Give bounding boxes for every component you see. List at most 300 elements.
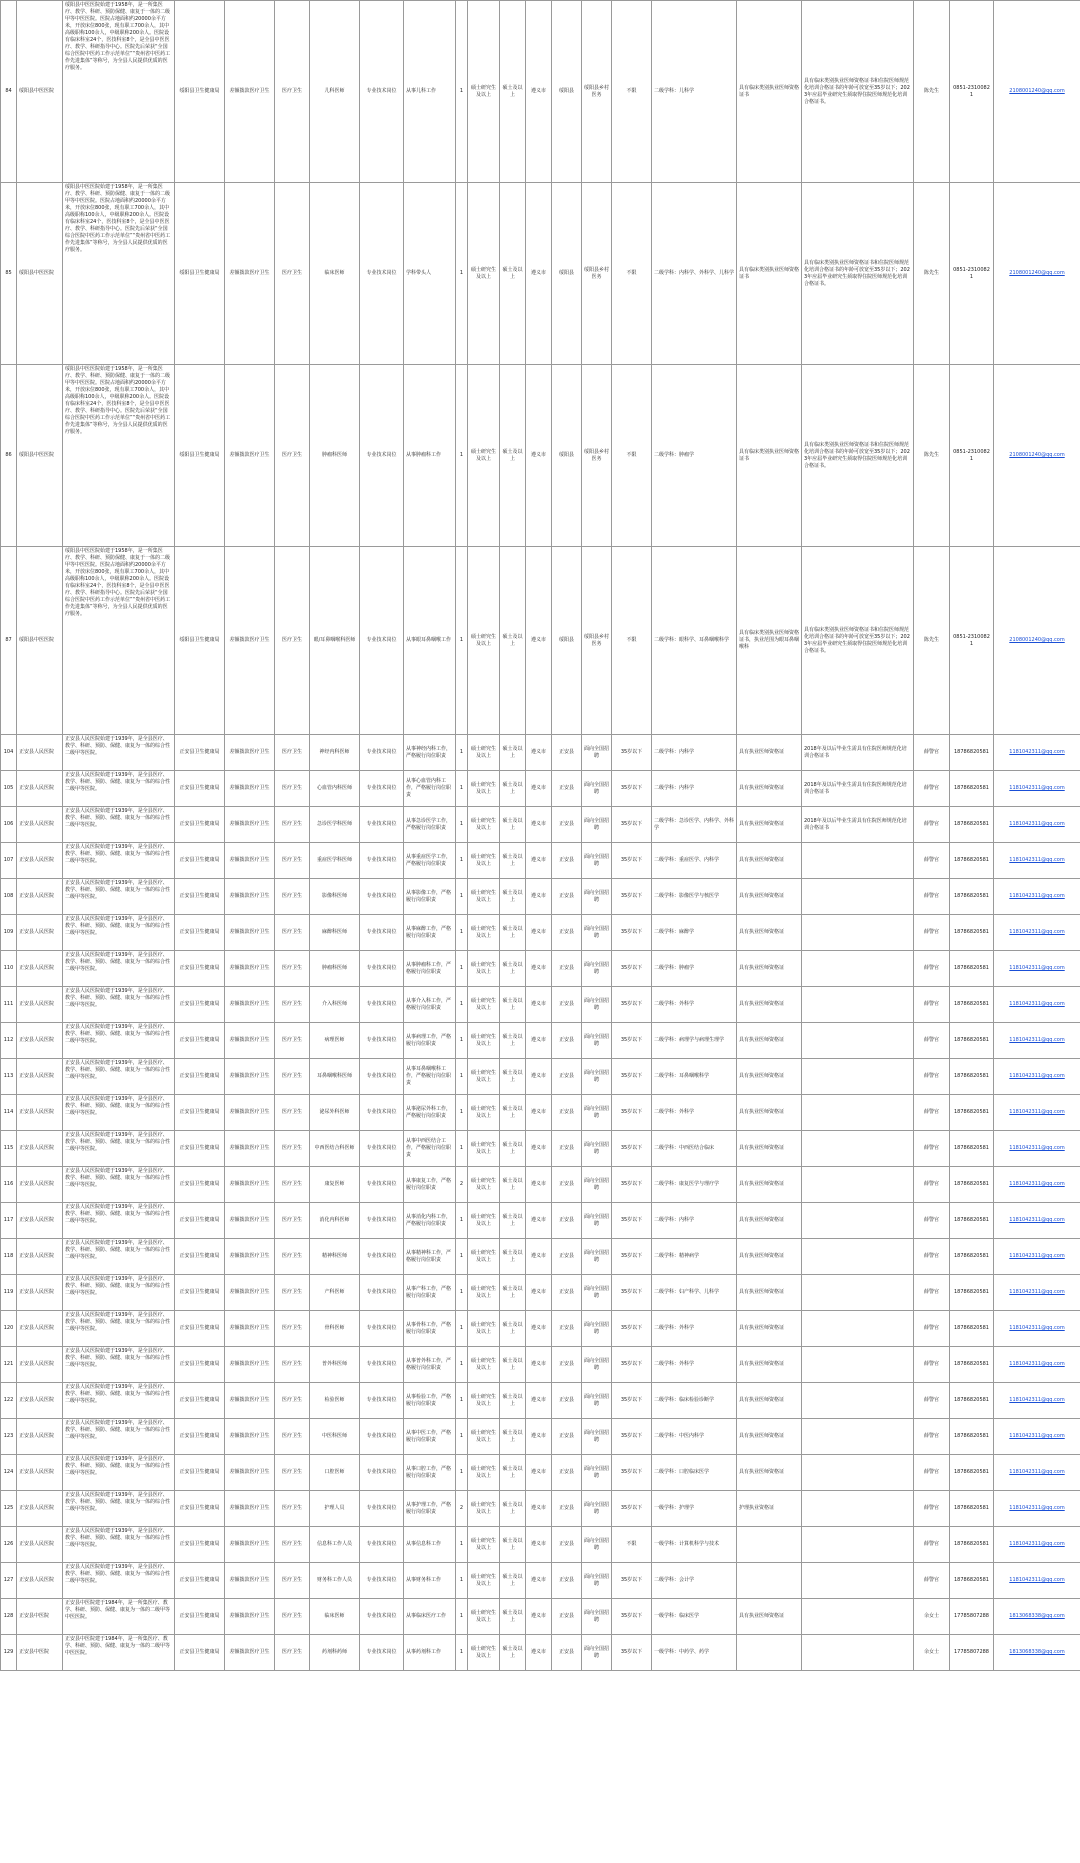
post-type-cell: 专业技术岗位 — [360, 1347, 404, 1383]
major-cell: 二级学科：内科学 — [652, 771, 737, 807]
age-cell: 35岁以下 — [612, 915, 652, 951]
target-cell: 面向全国招聘 — [582, 771, 612, 807]
num-cell: 1 — [456, 807, 468, 843]
email-link[interactable]: 1181042311@qq.com — [1009, 1217, 1065, 1223]
intro-cell: 正安县中医院建于1984年，是一所集医疗、教学、科研、预防、保健、康复为一体的二级甲等中医医院。 — [63, 1635, 175, 1671]
dept-cell: 正安县卫生健康局 — [175, 1203, 225, 1239]
dept-cell: 绥阳县卫生健康局 — [175, 1, 225, 183]
unit-cell: 正安县人民医院 — [17, 1095, 63, 1131]
post-cell: 临床医师 — [310, 1599, 360, 1635]
post-type-cell: 专业技术岗位 — [360, 183, 404, 365]
unit-type-cell: 差额拨款医疗卫生 — [225, 1383, 275, 1419]
edu-cell: 硕士研究生及以上 — [468, 1167, 500, 1203]
email-link[interactable]: 2108001240@qq.com — [1009, 270, 1065, 276]
email-link[interactable]: 1181042311@qq.com — [1009, 1433, 1065, 1439]
other-cell: 具有执业医师资格证 — [737, 879, 802, 915]
category-cell: 医疗卫生 — [275, 1419, 310, 1455]
num-cell: 1 — [456, 1383, 468, 1419]
email-link[interactable]: 1181042311@qq.com — [1009, 785, 1065, 791]
region-cell: 绥阳县 — [552, 547, 582, 735]
category-cell: 医疗卫生 — [275, 843, 310, 879]
scope-cell: 遵义市 — [526, 915, 552, 951]
unit-type-cell: 差额拨款医疗卫生 — [225, 1131, 275, 1167]
unit-cell: 正安县人民医院 — [17, 1275, 63, 1311]
email-link[interactable]: 1181042311@qq.com — [1009, 1325, 1065, 1331]
remark-cell — [802, 1455, 914, 1491]
email-link[interactable]: 1181042311@qq.com — [1009, 821, 1065, 827]
edu-cell: 硕士研究生及以上 — [468, 547, 500, 735]
major-cell: 二级学科：外科学 — [652, 1347, 737, 1383]
post-cell: 产科医师 — [310, 1275, 360, 1311]
category-cell: 医疗卫生 — [275, 1275, 310, 1311]
post-cell: 消化内科医师 — [310, 1203, 360, 1239]
degree-cell: 硕士及以上 — [500, 1275, 526, 1311]
age-cell: 35岁以下 — [612, 1383, 652, 1419]
target-cell: 面向全国招聘 — [582, 1455, 612, 1491]
major-cell: 一级学科：临床医学 — [652, 1599, 737, 1635]
major-cell: 一级学科：护理学 — [652, 1491, 737, 1527]
email-link[interactable]: 1181042311@qq.com — [1009, 857, 1065, 863]
other-cell — [737, 1563, 802, 1599]
scope-cell: 遵义市 — [526, 1023, 552, 1059]
num-cell: 1 — [456, 1563, 468, 1599]
target-cell: 面向全国招聘 — [582, 987, 612, 1023]
intro-cell: 正安县人民医院始建于1939年，是全县医疗、教学、科研、预防、保健、康复为一体的综合性二级甲等医院。 — [63, 1023, 175, 1059]
age-cell: 35岁以下 — [612, 1563, 652, 1599]
table-row — [1, 183, 1080, 365]
edu-cell: 硕士研究生及以上 — [468, 1491, 500, 1527]
age-cell: 35岁以下 — [612, 1239, 652, 1275]
unit-type-cell: 差额拨款医疗卫生 — [225, 1563, 275, 1599]
target-cell: 面向全国招聘 — [582, 879, 612, 915]
unit-cell: 正安县人民医院 — [17, 915, 63, 951]
major-cell: 二级学科：肿瘤学 — [652, 365, 737, 547]
unit-cell: 正安县人民医院 — [17, 1311, 63, 1347]
post-type-cell: 专业技术岗位 — [360, 1167, 404, 1203]
scope-cell: 遵义市 — [526, 365, 552, 547]
degree-cell: 硕士及以上 — [500, 1095, 526, 1131]
num-cell: 1 — [456, 1023, 468, 1059]
seq-cell: 84 — [1, 1, 17, 183]
email-cell — [994, 1311, 1080, 1347]
num-cell: 1 — [456, 1, 468, 183]
intro-cell: 正安县人民医院始建于1939年，是全县医疗、教学、科研、预防、保健、康复为一体的综合性二级甲等医院。 — [63, 951, 175, 987]
seq-cell: 112 — [1, 1023, 17, 1059]
post-cell: 肿瘤科医师 — [310, 365, 360, 547]
age-cell: 不限 — [612, 1, 652, 183]
other-cell: 具有执业医师资格证 — [737, 1311, 802, 1347]
scope-cell: 遵义市 — [526, 1491, 552, 1527]
target-cell: 面向全国招聘 — [582, 1347, 612, 1383]
table-row — [1, 951, 1080, 987]
major-cell: 二级学科：临床检验诊断学 — [652, 1383, 737, 1419]
target-cell: 面向全国招聘 — [582, 1167, 612, 1203]
remark-cell — [802, 1095, 914, 1131]
unit-cell: 正安县人民医院 — [17, 879, 63, 915]
remark-cell — [802, 1635, 914, 1671]
email-cell — [994, 771, 1080, 807]
post-cell: 耳鼻咽喉科医师 — [310, 1059, 360, 1095]
num-cell: 1 — [456, 547, 468, 735]
intro-cell: 正安县人民医院始建于1939年，是全县医疗、教学、科研、预防、保健、康复为一体的综合性二级甲等医院。 — [63, 1059, 175, 1095]
intro-cell: 正安县人民医院始建于1939年，是全县医疗、教学、科研、预防、保健、康复为一体的综合性二级甲等医院。 — [63, 1311, 175, 1347]
unit-cell: 正安县人民医院 — [17, 1131, 63, 1167]
scope-cell: 遵义市 — [526, 807, 552, 843]
scope-cell: 遵义市 — [526, 547, 552, 735]
scope-cell: 遵义市 — [526, 1635, 552, 1671]
age-cell: 35岁以下 — [612, 1095, 652, 1131]
other-cell: 具有执业医师资格证 — [737, 1455, 802, 1491]
degree-cell: 硕士及以上 — [500, 843, 526, 879]
degree-cell: 硕士及以上 — [500, 1563, 526, 1599]
seq-cell: 105 — [1, 771, 17, 807]
seq-cell: 117 — [1, 1203, 17, 1239]
seq-cell: 128 — [1, 1599, 17, 1635]
unit-cell: 正安县人民医院 — [17, 771, 63, 807]
seq-cell: 123 — [1, 1419, 17, 1455]
num-cell: 1 — [456, 1059, 468, 1095]
unit-cell: 正安县人民医院 — [17, 1491, 63, 1527]
desc-cell: 从事消化内科工作，严格履行岗位职责 — [404, 1203, 456, 1239]
intro-cell: 正安县人民医院始建于1939年，是全县医疗、教学、科研、预防、保健、康复为一体的综合性二级甲等医院。 — [63, 1491, 175, 1527]
table-row — [1, 1023, 1080, 1059]
desc-cell: 从事影像工作，严格履行岗位职责 — [404, 879, 456, 915]
desc-cell: 从事儿科工作 — [404, 1, 456, 183]
post-cell: 心血管内科医师 — [310, 771, 360, 807]
email-link[interactable]: 1181042311@qq.com — [1009, 1505, 1065, 1511]
seq-cell: 127 — [1, 1563, 17, 1599]
dept-cell: 正安县卫生健康局 — [175, 987, 225, 1023]
degree-cell: 硕士及以上 — [500, 1599, 526, 1635]
category-cell: 医疗卫生 — [275, 1635, 310, 1671]
age-cell: 不限 — [612, 1527, 652, 1563]
phone-cell: 18786820581 — [950, 1203, 994, 1239]
dept-cell: 绥阳县卫生健康局 — [175, 183, 225, 365]
unit-cell: 正安县人民医院 — [17, 1383, 63, 1419]
scope-cell: 遵义市 — [526, 879, 552, 915]
num-cell: 1 — [456, 1131, 468, 1167]
desc-cell: 学科带头人 — [404, 183, 456, 365]
target-cell: 面向全国招聘 — [582, 1239, 612, 1275]
target-cell: 面向全国招聘 — [582, 1599, 612, 1635]
other-cell — [737, 1635, 802, 1671]
num-cell: 1 — [456, 843, 468, 879]
target-cell: 面向全国招聘 — [582, 1527, 612, 1563]
remark-cell: 2018年及以后毕业生需具有住院医师规范化培训合格证书 — [802, 771, 914, 807]
email-link[interactable]: 1181042311@qq.com — [1009, 1001, 1065, 1007]
region-cell: 正安县 — [552, 1059, 582, 1095]
other-cell: 具有执业医师资格证 — [737, 1167, 802, 1203]
other-cell: 具有临床类别执业医师资格证书 — [737, 183, 802, 365]
remark-cell: 2018年及以后毕业生需具有住院医师规范化培训合格证书 — [802, 807, 914, 843]
edu-cell: 硕士研究生及以上 — [468, 987, 500, 1023]
email-link[interactable]: 1181042311@qq.com — [1009, 1577, 1065, 1583]
table-row — [1, 1347, 1080, 1383]
edu-cell: 硕士研究生及以上 — [468, 771, 500, 807]
num-cell: 1 — [456, 1527, 468, 1563]
category-cell: 医疗卫生 — [275, 547, 310, 735]
intro-cell: 正安县人民医院始建于1939年，是全县医疗、教学、科研、预防、保健、康复为一体的综合性二级甲等医院。 — [63, 1419, 175, 1455]
target-cell: 绥阳县乡村医务 — [582, 365, 612, 547]
dept-cell: 正安县卫生健康局 — [175, 1599, 225, 1635]
email-link[interactable]: 1813068338@qq.com — [1009, 1613, 1065, 1619]
age-cell: 35岁以下 — [612, 1347, 652, 1383]
edu-cell: 硕士研究生及以上 — [468, 1635, 500, 1671]
target-cell: 面向全国招聘 — [582, 1383, 612, 1419]
email-link[interactable]: 1181042311@qq.com — [1009, 1541, 1065, 1547]
email-link[interactable]: 2108001240@qq.com — [1009, 452, 1065, 458]
email-link[interactable]: 2108001240@qq.com — [1009, 88, 1065, 94]
dept-cell: 绥阳县卫生健康局 — [175, 547, 225, 735]
scope-cell: 遵义市 — [526, 1275, 552, 1311]
intro-cell: 正安县人民医院始建于1939年，是全县医疗、教学、科研、预防、保健、康复为一体的综合性二级甲等医院。 — [63, 879, 175, 915]
contact-cell: 薛警官 — [914, 1059, 950, 1095]
age-cell: 35岁以下 — [612, 1059, 652, 1095]
unit-type-cell: 差额拨款医疗卫生 — [225, 807, 275, 843]
region-cell: 正安县 — [552, 951, 582, 987]
email-cell — [994, 1, 1080, 183]
email-link[interactable]: 1181042311@qq.com — [1009, 749, 1065, 755]
phone-cell: 18786820581 — [950, 1383, 994, 1419]
email-cell — [994, 183, 1080, 365]
num-cell: 1 — [456, 1275, 468, 1311]
intro-cell: 正安县人民医院始建于1939年，是全县医疗、教学、科研、预防、保健、康复为一体的综合性二级甲等医院。 — [63, 987, 175, 1023]
edu-cell: 硕士研究生及以上 — [468, 1095, 500, 1131]
table-row — [1, 1563, 1080, 1599]
email-cell — [994, 1203, 1080, 1239]
contact-cell: 薛警官 — [914, 807, 950, 843]
region-cell: 绥阳县 — [552, 1, 582, 183]
major-cell: 二级学科：儿科学 — [652, 1, 737, 183]
email-link[interactable]: 1181042311@qq.com — [1009, 1397, 1065, 1403]
unit-type-cell: 差额拨款医疗卫生 — [225, 1419, 275, 1455]
target-cell: 面向全国招聘 — [582, 735, 612, 771]
target-cell: 面向全国招聘 — [582, 915, 612, 951]
dept-cell: 正安县卫生健康局 — [175, 1455, 225, 1491]
other-cell: 具有执业医师资格证 — [737, 735, 802, 771]
phone-cell: 18786820581 — [950, 951, 994, 987]
degree-cell: 硕士及以上 — [500, 1, 526, 183]
phone-cell: 0851-23100821 — [950, 1, 994, 183]
email-cell — [994, 1095, 1080, 1131]
major-cell: 一级学科：计算机科学与技术 — [652, 1527, 737, 1563]
post-cell: 信息科工作人员 — [310, 1527, 360, 1563]
post-type-cell: 专业技术岗位 — [360, 807, 404, 843]
contact-cell: 余女士 — [914, 1635, 950, 1671]
desc-cell: 从事信息科工作 — [404, 1527, 456, 1563]
edu-cell: 硕士研究生及以上 — [468, 1131, 500, 1167]
region-cell: 绥阳县 — [552, 365, 582, 547]
target-cell: 面向全国招聘 — [582, 1491, 612, 1527]
target-cell: 绥阳县乡村医务 — [582, 547, 612, 735]
contact-cell: 薛警官 — [914, 1203, 950, 1239]
post-cell: 病理医师 — [310, 1023, 360, 1059]
num-cell: 1 — [456, 1347, 468, 1383]
table-row — [1, 843, 1080, 879]
contact-cell: 余女士 — [914, 1599, 950, 1635]
email-cell — [994, 1131, 1080, 1167]
edu-cell: 硕士研究生及以上 — [468, 1527, 500, 1563]
table-row — [1, 1599, 1080, 1635]
seq-cell: 120 — [1, 1311, 17, 1347]
category-cell: 医疗卫生 — [275, 1311, 310, 1347]
intro-cell: 正安县中医院建于1984年，是一所集医疗、教学、科研、预防、保健、康复为一体的二级甲等中医医院。 — [63, 1599, 175, 1635]
other-cell: 具有执业医师资格证 — [737, 1203, 802, 1239]
scope-cell: 遵义市 — [526, 1131, 552, 1167]
desc-cell: 从事中西医结合工作，严格履行岗位职责 — [404, 1131, 456, 1167]
table-row — [1, 1491, 1080, 1527]
email-link[interactable]: 1181042311@qq.com — [1009, 1181, 1065, 1187]
phone-cell: 18786820581 — [950, 771, 994, 807]
target-cell: 面向全国招聘 — [582, 1095, 612, 1131]
unit-cell: 绥阳县中医医院 — [17, 547, 63, 735]
table-row — [1, 1311, 1080, 1347]
target-cell: 面向全国招聘 — [582, 1563, 612, 1599]
target-cell: 面向全国招聘 — [582, 1419, 612, 1455]
unit-type-cell: 差额拨款医疗卫生 — [225, 1275, 275, 1311]
intro-cell: 正安县人民医院始建于1939年，是全县医疗、教学、科研、预防、保健、康复为一体的综合性二级甲等医院。 — [63, 1275, 175, 1311]
phone-cell: 0851-23100821 — [950, 365, 994, 547]
degree-cell: 硕士及以上 — [500, 1527, 526, 1563]
post-cell: 儿科医师 — [310, 1, 360, 183]
post-type-cell: 专业技术岗位 — [360, 987, 404, 1023]
major-cell: 二级学科：重症医学、内科学 — [652, 843, 737, 879]
category-cell: 医疗卫生 — [275, 1, 310, 183]
unit-type-cell: 差额拨款医疗卫生 — [225, 879, 275, 915]
remark-cell — [802, 1563, 914, 1599]
intro-cell: 正安县人民医院始建于1939年，是全县医疗、教学、科研、预防、保健、康复为一体的综合性二级甲等医院。 — [63, 1527, 175, 1563]
table-row — [1, 1239, 1080, 1275]
major-cell: 二级学科：病理学与病理生理学 — [652, 1023, 737, 1059]
seq-cell: 118 — [1, 1239, 17, 1275]
edu-cell: 硕士研究生及以上 — [468, 1275, 500, 1311]
category-cell: 医疗卫生 — [275, 735, 310, 771]
email-cell — [994, 1059, 1080, 1095]
other-cell: 具有执业医师资格证 — [737, 1419, 802, 1455]
age-cell: 35岁以下 — [612, 879, 652, 915]
unit-cell: 正安县人民医院 — [17, 1455, 63, 1491]
scope-cell: 遵义市 — [526, 1599, 552, 1635]
other-cell: 具有临床类别执业医师资格证书 — [737, 365, 802, 547]
other-cell: 具有执业医师资格证 — [737, 807, 802, 843]
email-link[interactable]: 1813068338@qq.com — [1009, 1649, 1065, 1655]
target-cell: 面向全国招聘 — [582, 1311, 612, 1347]
contact-cell: 薛警官 — [914, 1383, 950, 1419]
unit-cell: 正安县人民医院 — [17, 843, 63, 879]
remark-cell: 具有临床类别执业医师资格证书和住院医师规范化培训合格证书的年龄可放宽至35岁以下；2023年应届毕业研究生须取得住院医师规范化培训合格证书。 — [802, 365, 914, 547]
degree-cell: 硕士及以上 — [500, 365, 526, 547]
phone-cell: 18786820581 — [950, 879, 994, 915]
intro-cell: 正安县人民医院始建于1939年，是全县医疗、教学、科研、预防、保健、康复为一体的综合性二级甲等医院。 — [63, 1095, 175, 1131]
num-cell: 1 — [456, 1311, 468, 1347]
post-type-cell: 专业技术岗位 — [360, 1275, 404, 1311]
email-link[interactable]: 1181042311@qq.com — [1009, 1469, 1065, 1475]
remark-cell — [802, 1023, 914, 1059]
target-cell: 面向全国招聘 — [582, 1203, 612, 1239]
region-cell: 正安县 — [552, 735, 582, 771]
remark-cell — [802, 1383, 914, 1419]
email-link[interactable]: 2108001240@qq.com — [1009, 637, 1065, 643]
post-type-cell: 专业技术岗位 — [360, 365, 404, 547]
contact-cell: 薛警官 — [914, 1131, 950, 1167]
intro-cell: 正安县人民医院始建于1939年，是全县医疗、教学、科研、预防、保健、康复为一体的综合性二级甲等医院。 — [63, 771, 175, 807]
email-link[interactable]: 1181042311@qq.com — [1009, 1109, 1065, 1115]
email-cell — [994, 1491, 1080, 1527]
email-cell — [994, 1347, 1080, 1383]
email-link[interactable]: 1181042311@qq.com — [1009, 1289, 1065, 1295]
region-cell: 正安县 — [552, 1275, 582, 1311]
other-cell: 具有临床类别执业医师资格证书 — [737, 1, 802, 183]
degree-cell: 硕士及以上 — [500, 1347, 526, 1383]
major-cell: 二级学科：急诊医学、内科学、外科学 — [652, 807, 737, 843]
edu-cell: 硕士研究生及以上 — [468, 1239, 500, 1275]
age-cell: 35岁以下 — [612, 1203, 652, 1239]
email-link[interactable]: 1181042311@qq.com — [1009, 1073, 1065, 1079]
email-link[interactable]: 1181042311@qq.com — [1009, 893, 1065, 899]
num-cell: 1 — [456, 735, 468, 771]
email-link[interactable]: 1181042311@qq.com — [1009, 1253, 1065, 1259]
email-link[interactable]: 1181042311@qq.com — [1009, 965, 1065, 971]
email-cell — [994, 1419, 1080, 1455]
degree-cell: 硕士及以上 — [500, 879, 526, 915]
post-type-cell: 专业技术岗位 — [360, 1131, 404, 1167]
email-link[interactable]: 1181042311@qq.com — [1009, 1145, 1065, 1151]
phone-cell: 18786820581 — [950, 987, 994, 1023]
unit-type-cell: 差额拨款医疗卫生 — [225, 1095, 275, 1131]
major-cell: 二级学科：妇产科学、儿科学 — [652, 1275, 737, 1311]
desc-cell: 从事产科工作，严格履行岗位职责 — [404, 1275, 456, 1311]
email-link[interactable]: 1181042311@qq.com — [1009, 1361, 1065, 1367]
post-type-cell: 专业技术岗位 — [360, 879, 404, 915]
phone-cell: 18786820581 — [950, 1563, 994, 1599]
contact-cell: 薛警官 — [914, 1563, 950, 1599]
desc-cell: 从事财务科工作 — [404, 1563, 456, 1599]
other-cell: 具有执业医师资格证 — [737, 987, 802, 1023]
seq-cell: 104 — [1, 735, 17, 771]
edu-cell: 硕士研究生及以上 — [468, 1203, 500, 1239]
age-cell: 不限 — [612, 183, 652, 365]
table-row — [1, 1419, 1080, 1455]
scope-cell: 遵义市 — [526, 735, 552, 771]
unit-cell: 绥阳县中医医院 — [17, 183, 63, 365]
phone-cell: 18786820581 — [950, 1419, 994, 1455]
major-cell: 二级学科：内科学 — [652, 735, 737, 771]
dept-cell: 正安县卫生健康局 — [175, 735, 225, 771]
intro-cell: 绥阳县中医医院始建于1958年，是一所集医疗、教学、科研、预防保健、康复于一体的二级甲等中医医院。医院占地面积约20000余平方米，开放床位800张，现有职工700余人，其中高级职称100余人，中级职称200余人。医院设有临床科室24个，医技科室8个，是全县中医医疗、教学、科研指导中心。医院先后荣获“全国综合医院中医药工作示范单位”“贵州省中医药工作先进集体”等称号，为全县人民提供优质的医疗服务。 — [63, 1, 175, 183]
region-cell: 正安县 — [552, 1167, 582, 1203]
email-link[interactable]: 1181042311@qq.com — [1009, 1037, 1065, 1043]
other-cell: 具有执业医师资格证 — [737, 1599, 802, 1635]
num-cell: 1 — [456, 183, 468, 365]
category-cell: 医疗卫生 — [275, 1599, 310, 1635]
num-cell: 1 — [456, 1239, 468, 1275]
dept-cell: 正安县卫生健康局 — [175, 1167, 225, 1203]
post-cell: 神经内科医师 — [310, 735, 360, 771]
unit-type-cell: 差额拨款医疗卫生 — [225, 951, 275, 987]
edu-cell: 硕士研究生及以上 — [468, 1023, 500, 1059]
age-cell: 不限 — [612, 365, 652, 547]
region-cell: 绥阳县 — [552, 183, 582, 365]
remark-cell — [802, 1527, 914, 1563]
table-row — [1, 1131, 1080, 1167]
scope-cell: 遵义市 — [526, 1203, 552, 1239]
email-cell — [994, 1239, 1080, 1275]
category-cell: 医疗卫生 — [275, 1383, 310, 1419]
major-cell: 一级学科：中药学、药学 — [652, 1635, 737, 1671]
unit-type-cell: 差额拨款医疗卫生 — [225, 1527, 275, 1563]
email-link[interactable]: 1181042311@qq.com — [1009, 929, 1065, 935]
degree-cell: 硕士及以上 — [500, 1311, 526, 1347]
